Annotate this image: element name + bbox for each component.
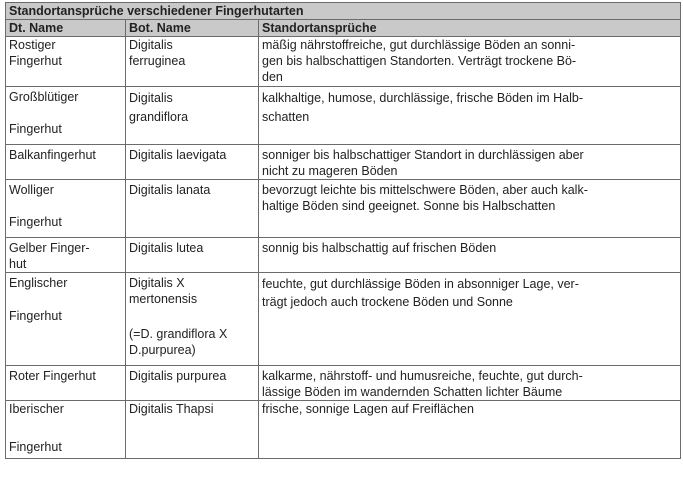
table-row	[6, 180, 681, 238]
cell-line: kalkarme, nährstoff- und humusreiche, feuchte, gut durch-	[262, 369, 583, 383]
cell-line: feuchte, gut durchlässige Böden in absonniger Lage, ver-	[262, 277, 579, 291]
cell-dt-name	[6, 37, 126, 87]
cell-line: Digitalis lutea	[129, 241, 204, 255]
cell-line: sonniger bis halbschattiger Standort in durchlässigen aber	[262, 148, 584, 162]
document-body	[5, 2, 681, 459]
cell-bot-name	[126, 238, 259, 273]
cell-dt-name	[6, 273, 126, 366]
table-title-row	[6, 3, 681, 20]
cell-line: den	[262, 70, 283, 84]
cell-standort	[259, 401, 681, 459]
cell-standort	[259, 37, 681, 87]
column-header-standort: Standortansprüche	[259, 20, 681, 37]
cell-line: Fingerhut	[9, 215, 62, 229]
cell-line: Iberischer	[9, 402, 64, 416]
cell-line: bevorzugt leichte bis mittelschwere Böden, aber auch kalk-	[262, 183, 588, 197]
cell-line: sonnig bis halbschattig auf frischen Böden	[262, 241, 497, 255]
cell-dt-name	[6, 238, 126, 273]
cell-bot-name	[126, 145, 259, 180]
cell-dt-name	[6, 401, 126, 459]
cell-line: Digitalis	[129, 91, 173, 105]
cell-line: trägt jedoch auch trockene Böden und Sonne	[262, 295, 513, 309]
cell-standort	[259, 366, 681, 401]
cell-dt-name	[6, 145, 126, 180]
table-row	[6, 366, 681, 401]
table-header-row	[6, 20, 681, 37]
cell-line: Balkanfingerhut	[9, 148, 96, 162]
cell-standort	[259, 87, 681, 145]
cell-line: Digitalis Thapsi	[129, 402, 214, 416]
cell-bot-name	[126, 180, 259, 238]
cell-standort	[259, 238, 681, 273]
cell-bot-name	[126, 273, 259, 366]
column-header-bot-name: Bot. Name	[126, 20, 259, 37]
cell-line: Wolliger	[9, 183, 54, 197]
column-header-dt-name: Dt. Name	[6, 20, 126, 37]
cell-line: haltige Böden sind geeignet. Sonne bis Halbschatten	[262, 199, 556, 213]
cell-line: kalkhaltige, humose, durchlässige, frische Böden im Halb-	[262, 91, 583, 105]
cell-line: Digitalis X	[129, 276, 185, 290]
table-row	[6, 238, 681, 273]
cell-line: grandiflora	[129, 110, 189, 124]
cell-dt-name	[6, 87, 126, 145]
cell-line: Großblütiger	[9, 90, 79, 104]
cell-line: Fingerhut	[9, 309, 62, 323]
cell-line: Rostiger	[9, 38, 56, 52]
table-row	[6, 37, 681, 87]
cell-dt-name	[6, 366, 126, 401]
cell-line: Fingerhut	[9, 122, 62, 136]
cell-line: Fingerhut	[9, 54, 62, 68]
cell-line: lässige Böden im wandernden Schatten lichter Bäume	[262, 385, 563, 399]
cell-line: Gelber Finger-	[9, 241, 90, 255]
cell-line: mäßig nährstoffreiche, gut durchlässige Böden an sonni-	[262, 38, 576, 52]
cell-line: Englischer	[9, 276, 68, 290]
cell-line: frische, sonnige Lagen auf Freiflächen	[262, 402, 474, 416]
cell-bot-name	[126, 401, 259, 459]
cell-line: schatten	[262, 110, 310, 124]
cell-standort	[259, 180, 681, 238]
table-row	[6, 401, 681, 459]
cell-line: Roter Fingerhut	[9, 369, 96, 383]
cell-dt-name	[6, 180, 126, 238]
cell-line: (=D. grandiflora X	[129, 327, 228, 341]
cell-line: D.purpurea)	[129, 343, 196, 357]
cell-line: hut	[9, 257, 27, 271]
cell-line: Fingerhut	[9, 440, 62, 454]
table-title: Standortansprüche verschiedener Fingerhutarten	[6, 3, 681, 20]
cell-line: mertonensis	[129, 292, 198, 306]
cell-line: Digitalis	[129, 38, 173, 52]
cell-line: gen bis halbschattigen Standorten. Verträgt trockene Bö-	[262, 54, 577, 68]
cell-line: nicht zu mageren Böden	[262, 164, 398, 178]
cell-bot-name	[126, 37, 259, 87]
cell-line: ferruginea	[129, 54, 186, 68]
cell-standort	[259, 145, 681, 180]
cell-line: Digitalis laevigata	[129, 148, 227, 162]
table-row	[6, 87, 681, 145]
cell-bot-name	[126, 366, 259, 401]
cell-line: Digitalis lanata	[129, 183, 211, 197]
foxglove-table	[5, 2, 681, 459]
cell-bot-name	[126, 87, 259, 145]
cell-standort	[259, 273, 681, 366]
cell-line: Digitalis purpurea	[129, 369, 227, 383]
table-row	[6, 273, 681, 366]
table-row	[6, 145, 681, 180]
